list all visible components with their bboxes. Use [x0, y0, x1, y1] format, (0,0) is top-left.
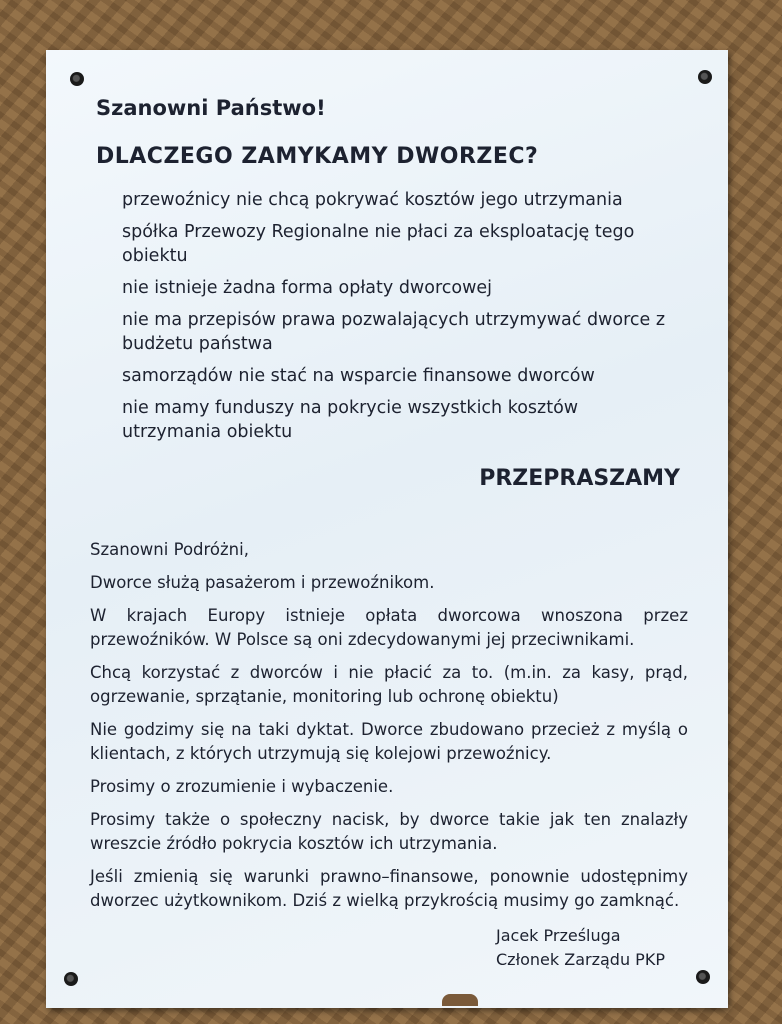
message-paragraph: Prosimy także o społeczny nacisk, by dworce takie jak ten znalazły wreszcie źródło pokrycia kosztów ich utrzymania. — [90, 810, 688, 853]
signatory-name: Jacek Prześluga — [496, 926, 621, 945]
salutation: Szanowni Podróżni, — [90, 540, 249, 559]
reason-item: samorządów nie stać na wsparcie finansowe dworców — [122, 366, 595, 386]
message-paragraph: Prosimy o zrozumienie i wybaczenie. — [90, 777, 394, 796]
reason-item: przewoźnicy nie chcą pokrywać kosztów jego utrzymania — [122, 190, 623, 210]
mounting-hole-icon — [70, 72, 84, 86]
reason-item: nie mamy funduszy na pokrycie wszystkich kosztów utrzymania obiektu — [122, 398, 579, 442]
sign-heading: DLACZEGO ZAMYKAMY DWORZEC? — [96, 144, 539, 169]
apology-heading: PRZEPRASZAMY — [479, 466, 680, 491]
message-body — [90, 538, 688, 922]
signatory-title: Członek Zarządu PKP — [496, 950, 665, 969]
station-closure-sign — [46, 50, 728, 1008]
mounting-hole-icon — [696, 970, 710, 984]
reason-item: nie ma przepisów prawa pozwalających utrzymywać dworce z budżetu państwa — [122, 310, 666, 354]
mounting-hole-icon — [698, 70, 712, 84]
message-paragraph: Dworce służą pasażerom i przewoźnikom. — [90, 573, 435, 592]
reason-item: spółka Przewozy Regionalne nie płaci za eksploatację tego obiektu — [122, 222, 635, 266]
mounting-hole-icon — [64, 972, 78, 986]
message-paragraph: W krajach Europy istnieje opłata dworcowa wnoszona przez przewoźników. W Polsce są oni zdecydowanymi jej przeciwnikami. — [90, 606, 688, 649]
message-paragraph: Nie godzimy się na taki dyktat. Dworce zbudowano przecież z myślą o klientach, z których utrzymują się kolejowi przewoźnicy. — [90, 720, 688, 763]
paint-chip — [442, 994, 478, 1006]
greeting: Szanowni Państwo! — [96, 96, 326, 120]
reason-item: nie istnieje żadna forma opłaty dworcowej — [122, 278, 493, 298]
message-paragraph: Chcą korzystać z dworców i nie płacić za to. (m.in. za kasy, prąd, ogrzewanie, sprzątanie, monitoring lub ochronę obiektu) — [90, 663, 688, 706]
message-paragraph: Jeśli zmienią się warunki prawno–finansowe, ponownie udostępnimy dworzec użytkownikom. Dziś z wielką przykrością musimy go zamknąć. — [90, 867, 688, 910]
signature-block — [496, 924, 665, 972]
reasons-list — [122, 188, 682, 452]
